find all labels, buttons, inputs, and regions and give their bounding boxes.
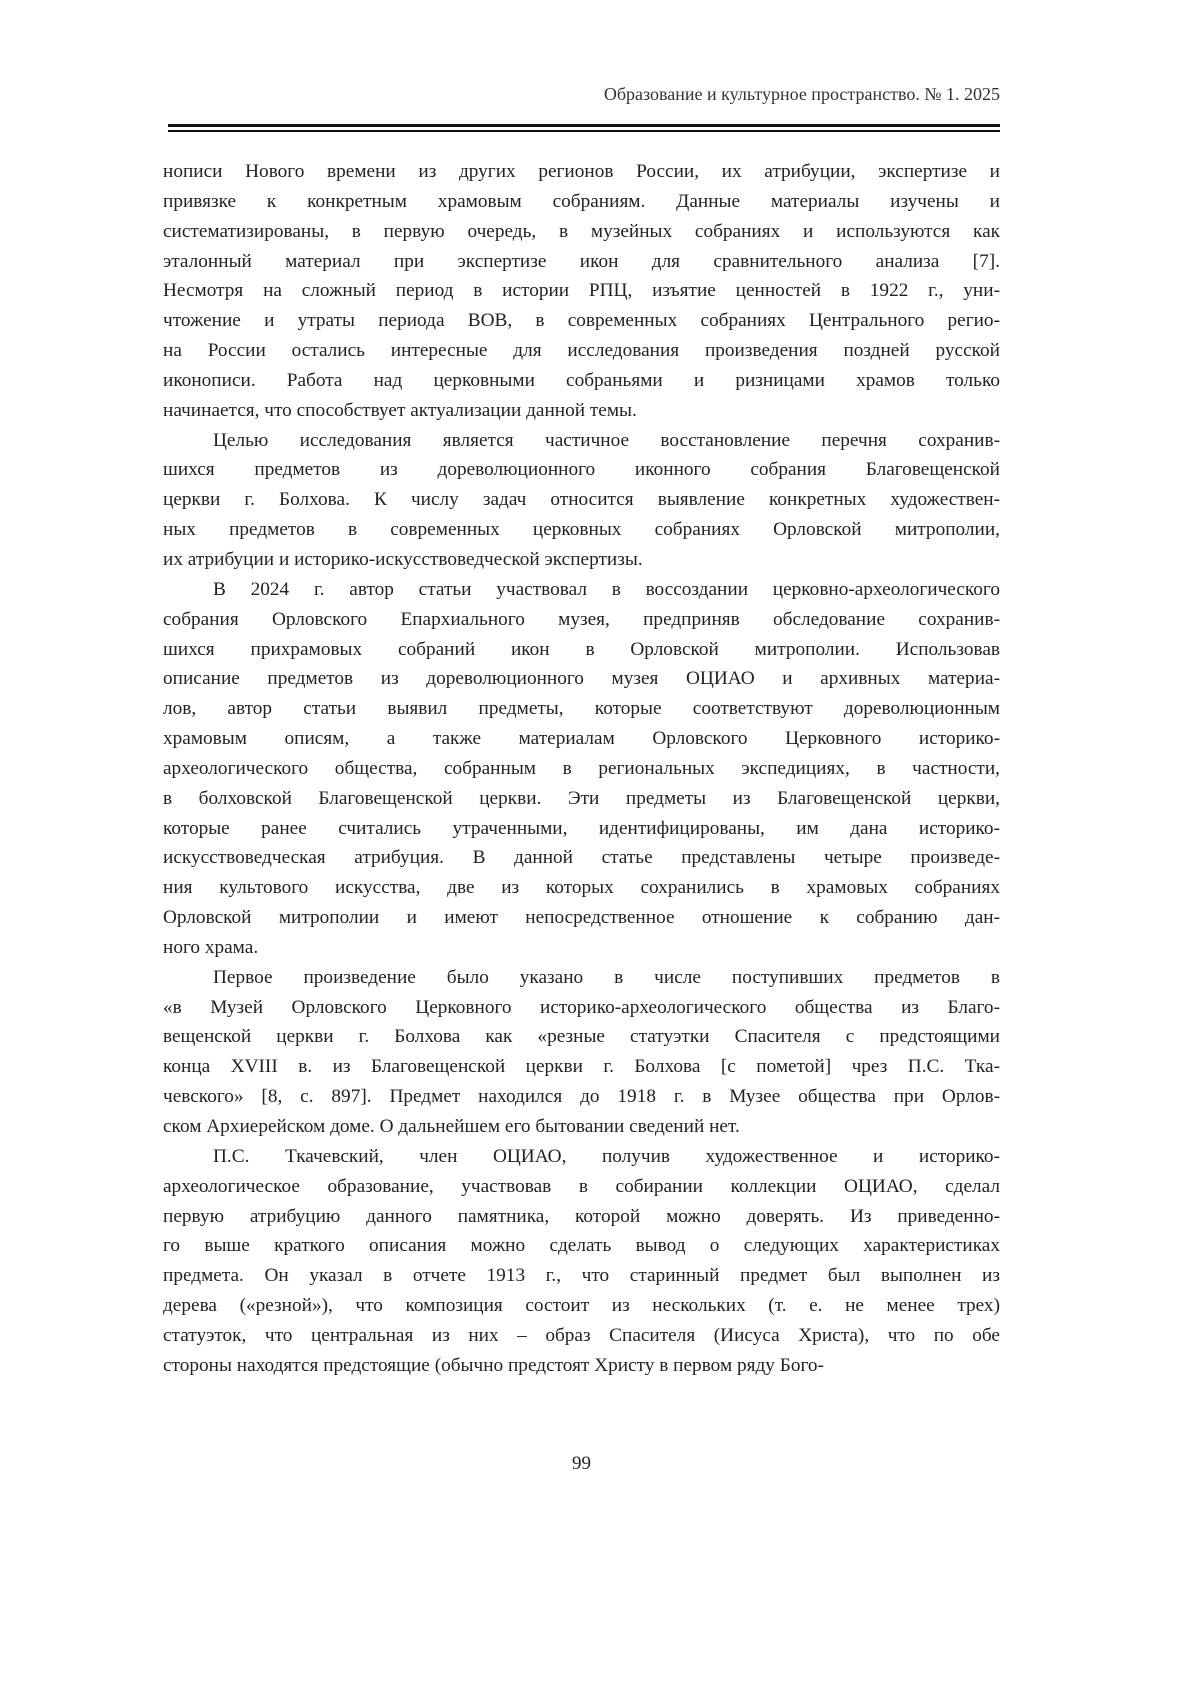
paragraph	[163, 963, 1000, 1142]
text-line: на России остались интересные для исследования произведения поздней русской	[163, 340, 1000, 362]
text-line: чевского» [8, с. 897]. Предмет находился до 1918 г. в Музее общества при Орлов-	[163, 1086, 1000, 1108]
text-line: церкви г. Болхова. К числу задач относится выявление конкретных художествен-	[163, 489, 1000, 511]
text-line: статуэток, что центральная из них – образ Спасителя (Иисуса Христа), что по обе	[163, 1324, 1000, 1346]
header-rule-thin	[168, 130, 1000, 132]
text-line: стороны находятся предстоящие (обычно предстоят Христу в первом ряду Бого-	[163, 1354, 824, 1376]
text-line: шихся прихрамовых собраний икон в Орловской митрополии. Использовав	[163, 638, 1000, 660]
text-line: их атрибуции и историко-искусствоведческой экспертизы.	[163, 548, 643, 570]
text-line: Целью исследования является частичное восстановление перечня сохранив-	[213, 429, 1000, 451]
paragraph	[163, 575, 1000, 963]
text-line: искусствоведческая атрибуция. В данной статье представлены четыре произведе-	[163, 847, 1000, 869]
text-line: первую атрибуцию данного памятника, которой можно доверять. Из приведенно-	[163, 1205, 1000, 1227]
text-line: нописи Нового времени из других регионов России, их атрибуции, экспертизе и	[163, 161, 1000, 182]
text-line: ния культового искусства, две из которых сохранились в храмовых собраниях	[163, 877, 1000, 899]
text-line: предмета. Он указал в отчете 1913 г., что старинный предмет был выполнен из	[163, 1265, 1000, 1287]
text-line: иконописи. Работа над церковными собраньями и ризницами храмов только	[163, 369, 1000, 391]
article-body	[163, 157, 1000, 1381]
text-line: начинается, что способствует актуализации данной темы.	[163, 399, 637, 421]
text-line: П.С. Ткачевский, член ОЦИАО, получив художественное и историко-	[213, 1145, 1000, 1167]
paragraph	[163, 426, 1000, 575]
paragraph	[163, 1142, 1000, 1381]
page-number: 99	[572, 1453, 591, 1474]
paragraph	[163, 157, 1000, 426]
text-line: чтожение и утраты периода ВОВ, в современных собраниях Центрального регио-	[163, 310, 1000, 332]
text-line: го выше краткого описания можно сделать вывод о следующих характеристиках	[163, 1235, 1000, 1257]
text-line: лов, автор статьи выявил предметы, которые соответствуют дореволюционным	[163, 698, 1000, 720]
text-line: ском Архиерейском доме. О дальнейшем его бытовании сведений нет.	[163, 1116, 740, 1137]
text-line: археологического общества, собранным в региональных экспедициях, в частности,	[163, 757, 1000, 779]
text-line: дерева («резной»), что композиция состоит из нескольких (т. е. не менее трех)	[163, 1295, 1000, 1317]
text-line: ных предметов в современных церковных собраниях Орловской митрополии,	[163, 519, 1000, 541]
header-rule-thick	[168, 124, 1000, 127]
text-line: Несмотря на сложный период в истории РПЦ, изъятие ценностей в 1922 г., уни-	[163, 280, 1000, 302]
text-line: привязке к конкретным храмовым собраниям. Данные материалы изучены и	[163, 190, 1000, 212]
text-line: В 2024 г. автор статьи участвовал в воссоздании церковно-археологического	[213, 578, 1000, 600]
text-line: конца XVIII в. из Благовещенской церкви г. Болхова [с пометой] чрез П.С. Тка-	[163, 1056, 1000, 1078]
text-line: шихся предметов из дореволюционного иконного собрания Благовещенской	[163, 459, 1000, 481]
text-line: Первое произведение было указано в числе поступивших предметов в	[213, 966, 1000, 988]
text-line: эталонный материал при экспертизе икон для сравнительного анализа [7].	[163, 250, 1000, 272]
text-line: которые ранее считались утраченными, идентифицированы, им дана историко-	[163, 817, 1000, 839]
text-line: археологическое образование, участвовав в собирании коллекции ОЦИАО, сделал	[163, 1175, 1000, 1197]
text-line: собрания Орловского Епархиального музея, предприняв обследование сохранив-	[163, 608, 1000, 630]
text-line: «в Музей Орловского Церковного историко-археологического общества из Благо-	[163, 996, 1000, 1018]
running-header: Образование и культурное пространство. № 1. 2025	[603, 84, 1000, 104]
text-line: ного храма.	[163, 936, 259, 958]
text-line: храмовым описям, а также материалам Орловского Церковного историко-	[163, 728, 1000, 750]
text-line: вещенской церкви г. Болхова как «резные статуэтки Спасителя с предстоящими	[163, 1026, 1000, 1048]
text-line: в болховской Благовещенской церкви. Эти предметы из Благовещенской церкви,	[163, 787, 1000, 809]
text-line: описание предметов из дореволюционного музея ОЦИАО и архивных материа-	[163, 668, 1000, 690]
text-line: Орловской митрополии и имеют непосредственное отношение к собранию дан-	[163, 907, 1000, 929]
text-line: систематизированы, в первую очередь, в музейных собраниях и используются как	[163, 220, 1000, 242]
